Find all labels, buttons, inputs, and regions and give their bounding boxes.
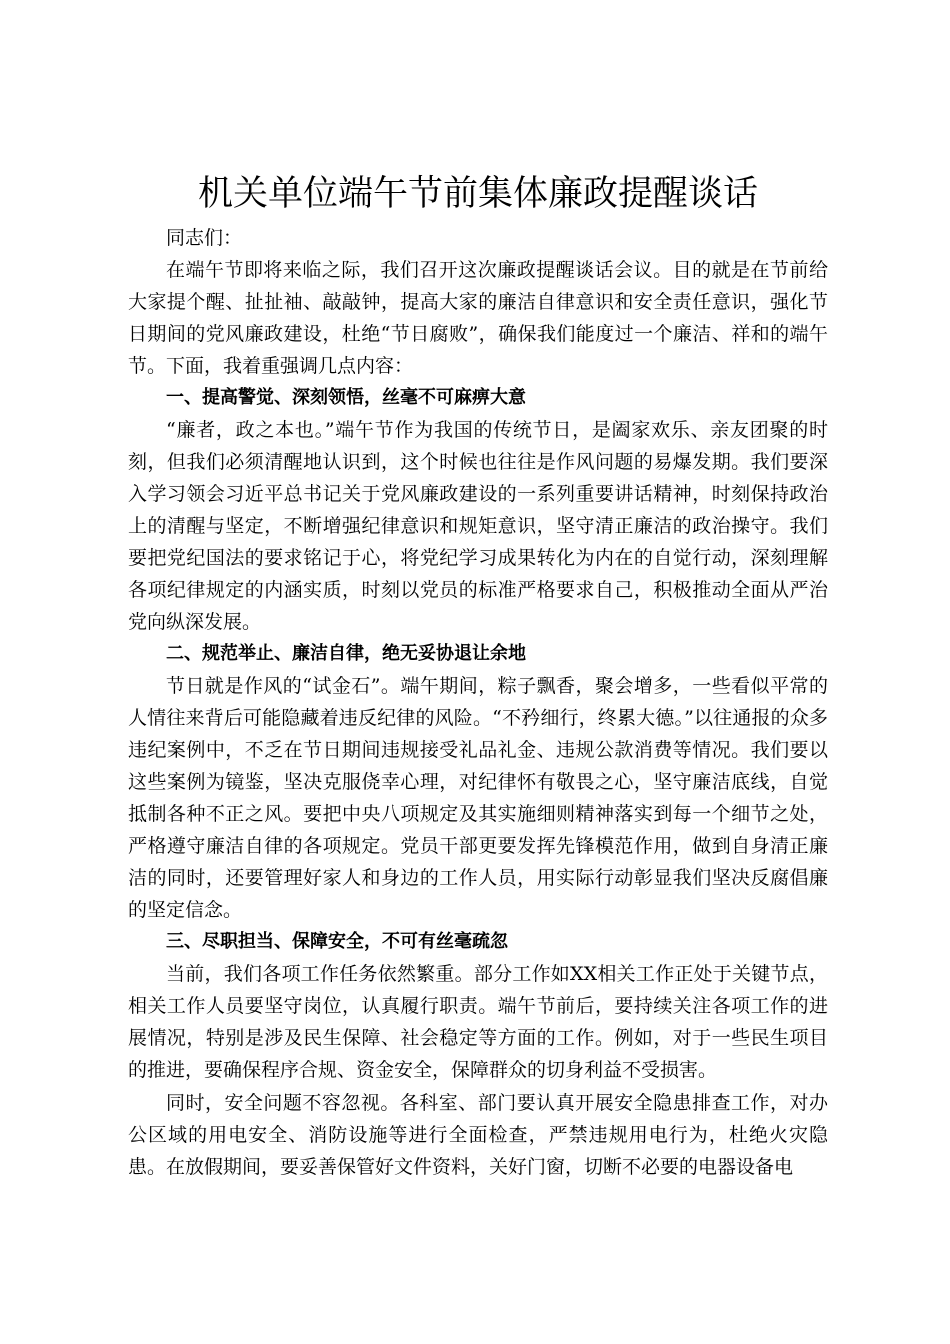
- section-heading: 三、尽职担当、保障安全，不可有丝毫疏忽: [166, 931, 508, 952]
- document-body: [128, 170, 828, 1183]
- section-2: [128, 638, 828, 926]
- section-3: [128, 926, 828, 1183]
- document-title: 机关单位端午节前集体廉政提醒谈话: [197, 174, 758, 214]
- section-paragraph: 节日就是作风的“试金石”。端午期间，粽子飘香，聚会增多，一些看似平常的人情往来背后可能隐藏着违反纪律的风险。“不矜细行，终累大德。”以往通报的众多违纪案例中，不乏在节日期间违规接受礼品礼金、违规公款消费等情况。我们要以这些案例为镜鉴，坚决克服侥幸心理，对纪律怀有敬畏之心，坚守廉洁底线，自觉抵制各种不正之风。要把中央八项规定及其实施细则精神落实到每一个细节之处，严格遵守廉洁自律的各项规定。党员干部更要发挥先锋模范作用，做到自身清正廉洁的同时，还要管理好家人和身边的工作人员，用实际行动彰显我们坚决反腐倡廉的坚定信念。: [128, 675, 828, 921]
- section-heading: 二、规范举止、廉洁自律，绝无妥协退让余地: [166, 643, 526, 664]
- section-heading: 一、提高警觉、深刻领悟，丝毫不可麻痹大意: [166, 387, 526, 408]
- section-paragraph: “廉者，政之本也。”端午节作为我国的传统节日，是阖家欢乐、亲友团聚的时刻，但我们必须清醒地认识到，这个时候也往往是作风问题的易爆发期。我们要深入学习领会习近平总书记关于党风廉政建设的一系列重要讲话精神，时刻保持政治上的清醒与坚定，不断增强纪律意识和规矩意识，坚守清正廉洁的政治操守。我们要把党纪国法的要求铭记于心，将党纪学习成果转化为内在的自觉行动，深刻理解各项纪律规定的内涵实质，时刻以党员的标准严格要求自己，积极推动全面从严治党向纵深发展。: [128, 419, 828, 633]
- section-paragraph: 当前，我们各项工作任务依然繁重。部分工作如XX相关工作正处于关键节点，相关工作人员要坚守岗位，认真履行职责。端午节前后，要持续关注各项工作的进展情况，特别是涉及民生保障、社会稳定等方面的工作。例如，对于一些民生项目的推进，要确保程序合规、资金安全，保障群众的切身利益不受损害。: [128, 963, 828, 1081]
- salutation: 同志们：: [166, 227, 243, 249]
- section-1: [128, 382, 828, 638]
- section-paragraph: 同时，安全问题不容忽视。各科室、部门要认真开展安全隐患排查工作，对办公区域的用电安全、消防设施等进行全面检查，严禁违规用电行为，杜绝火灾隐患。在放假期间，要妥善保管好文件资料，关好门窗，切断不必要的电器设备电: [128, 1092, 828, 1178]
- intro-paragraph: 在端午节即将来临之际，我们召开这次廉政提醒谈话会议。目的就是在节前给大家提个醒、扯扯袖、敲敲钟，提高大家的廉洁自律意识和安全责任意识，强化节日期间的党风廉政建设，杜绝“节日腐败”，确保我们能度过一个廉洁、祥和的端午节。下面，我着重强调几点内容：: [128, 259, 828, 377]
